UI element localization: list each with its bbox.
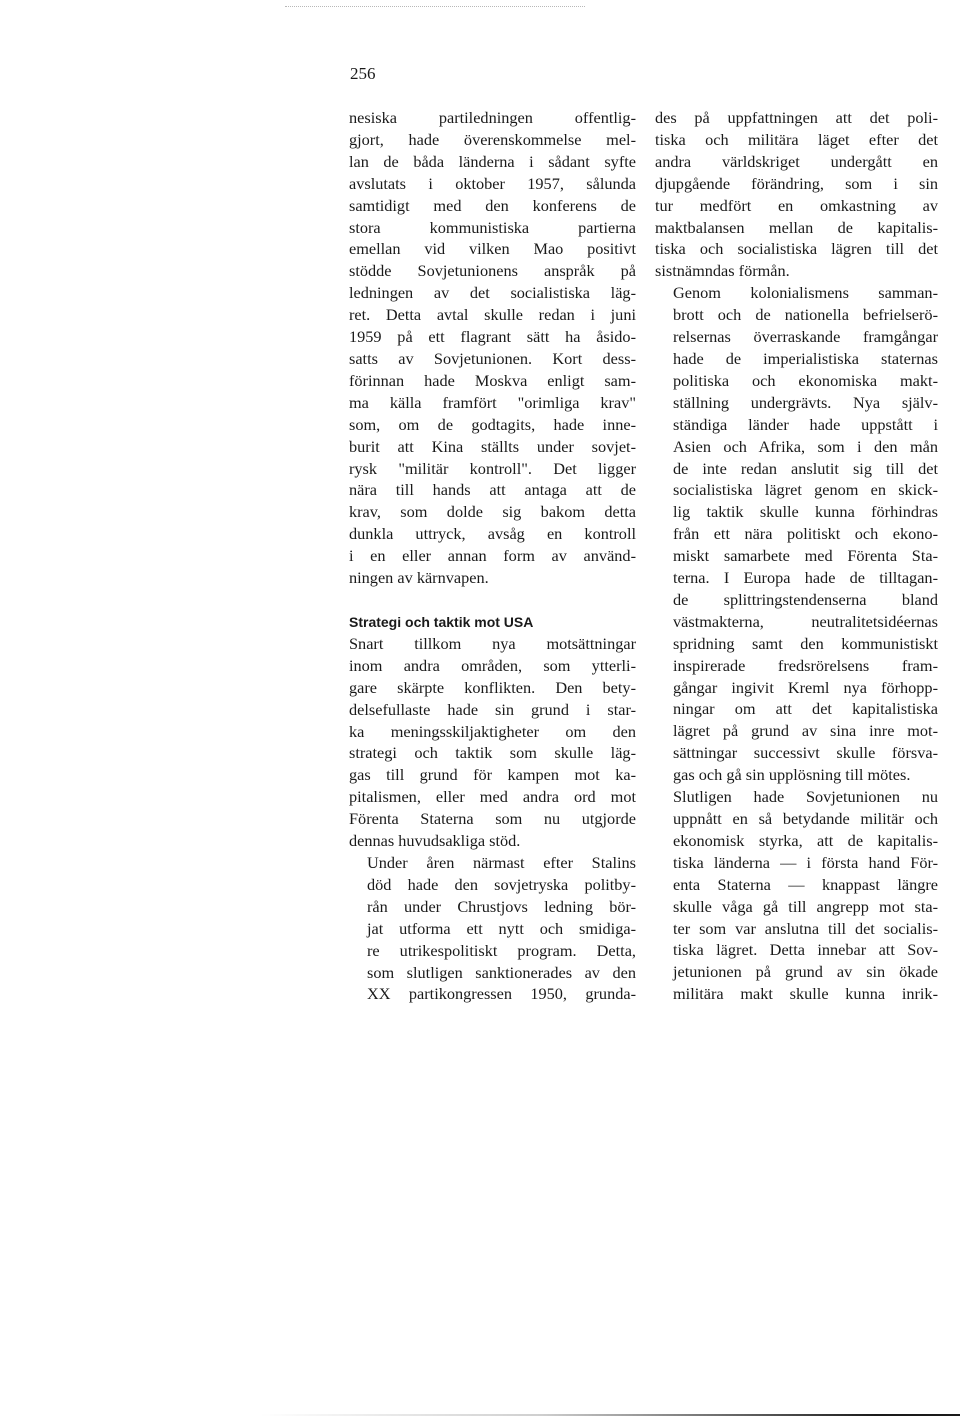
text-line: från ett nära politiskt och ekono-: [673, 524, 938, 544]
text-line: 1959 på ett flagrant sätt ha åsido-: [349, 327, 636, 347]
text-line: delsefullaste hade sin grund i star-: [349, 699, 636, 719]
text-line: förinnan hade Moskva enligt sam-: [349, 370, 636, 390]
text-line: västmakterna, neutralitetsidéernas: [673, 611, 938, 631]
text-line: nära till hands att antaga att de: [349, 480, 636, 500]
text-line: des på uppfattningen att det poli-: [655, 108, 938, 127]
text-line: Slutligen hade Sovjetunionen nu: [673, 787, 938, 807]
text-line: sistnämndas förmån.: [655, 261, 790, 281]
text-line: dennas huvudsakliga stöd.: [349, 831, 521, 851]
text-line: ret. Detta avtal skulle redan i juni: [349, 305, 636, 325]
text-line: jat utforma ett nytt och smidiga-: [367, 918, 636, 938]
text-line: spridning samt den kommunistiskt: [673, 633, 938, 653]
text-line: tiska och militära läget efter det: [655, 129, 938, 149]
text-line: tiska lägret. Detta innebar att Sov-: [673, 940, 938, 960]
text-line: tur medfört en omkastning av: [655, 195, 938, 215]
text-line: re utrikespolitiskt program. Detta,: [367, 940, 636, 960]
text-line: ständiga länder hade uppstått i: [673, 414, 938, 434]
text-line: relsernas överraskande framgångar: [673, 327, 938, 347]
text-line: ningen av kärnvapen.: [349, 568, 489, 588]
text-line: brott och de nationella befrielserö-: [673, 305, 938, 325]
text-line: Asien och Afrika, som i den mån: [673, 436, 938, 456]
text-line: jetunionen på grund av sin ökade: [673, 962, 938, 982]
text-line: militära makt skulle kunna inrik-: [673, 984, 938, 1004]
text-line: gjort, hade överenskommelse mel-: [349, 129, 636, 149]
text-line: lägret på grund av sina inre mot-: [673, 721, 938, 741]
text-line: tiska och socialistiska lägren till det: [655, 239, 938, 259]
text-line: ledningen av det socialistiska läg-: [349, 283, 636, 303]
text-line: enta Staterna — knappast längre: [673, 874, 938, 894]
text-line: samtidigt med den konferens de: [349, 195, 636, 215]
left-text-column: [349, 107, 636, 1005]
text-line: andra världskriget undergått en: [655, 151, 938, 171]
body-paragraph: [655, 282, 938, 786]
text-line: gare skärpte konflikten. Den bety-: [349, 677, 636, 697]
text-line: gas och gå sin upplösning till mötes.: [673, 765, 911, 785]
text-line: ställning undergrävts. Nya själv-: [673, 392, 938, 412]
text-line: gas till grund för kampen mot ka-: [349, 765, 636, 785]
text-line: socialistiska lägret genom en skick-: [673, 480, 938, 500]
body-paragraph: [655, 786, 938, 1005]
text-line: terna. I Europa hade de tilltagan-: [673, 568, 938, 588]
text-line: krav, som dolde sig bakom detta: [349, 502, 636, 522]
text-line: Genom kolonialismens samman-: [673, 283, 938, 303]
text-line: skulle våga gå till angrepp mot sta-: [673, 896, 938, 916]
text-line: politiska och ekonomiska makt-: [673, 370, 938, 390]
text-line: hade de imperialistiska staternas: [673, 348, 938, 368]
text-line: ter som var anslutna till det socialis-: [673, 918, 938, 938]
text-line: stora kommunistiska partierna: [349, 217, 636, 237]
text-line: satts av Sovjetunionen. Kort dess-: [349, 348, 636, 368]
text-line: rysk "militär kontroll". Det ligger: [349, 458, 636, 478]
text-line: uppnått en så betydande militär och: [673, 809, 938, 828]
text-line: tiska länderna — i första hand För-: [673, 852, 938, 872]
text-line: i en eller annan form av använd-: [349, 546, 636, 566]
scan-top-rule: [285, 6, 585, 8]
text-line: som slutligen sanktionerades av den: [367, 962, 636, 982]
text-line: Snart tillkom nya motsättningar: [349, 633, 636, 653]
text-line: de inte redan anslutit sig till det: [673, 458, 938, 478]
text-line: stödde Sovjetunionens anspråk på: [349, 261, 636, 281]
text-line: emellan vid vilken Mao positivt: [349, 239, 636, 259]
body-paragraph: [655, 107, 938, 282]
text-line: lan de båda länderna i sådant syfte: [349, 151, 636, 171]
text-line: miskt samarbete med Förenta Sta-: [673, 546, 938, 566]
scan-bottom-rule: [260, 1414, 960, 1416]
text-line: burit att Kina ställts under sovjet-: [349, 436, 636, 456]
text-line: inspirerade fredsrörelsens fram-: [673, 655, 938, 675]
text-line: avslutats i oktober 1957, sålunda: [349, 173, 636, 193]
text-line: Förenta Staterna som nu utgjorde: [349, 809, 636, 829]
text-line: ningar om att det kapitalistiska: [673, 699, 938, 719]
text-line: strategi och taktik som skulle läg-: [349, 743, 636, 763]
text-line: som, om de godtagits, hade inne-: [349, 414, 636, 434]
section-heading: Strategi och taktik mot USA: [349, 613, 534, 630]
text-line: gångar ingivit Kreml nya förhopp-: [673, 677, 938, 697]
body-paragraph: [349, 633, 636, 852]
body-paragraph: [349, 107, 636, 589]
body-paragraph: [349, 852, 636, 1005]
right-text-column: [655, 107, 938, 1005]
text-line: ka meningsskiljaktigheter om den: [349, 721, 636, 741]
text-line: lig taktik skulle kunna förhindras: [673, 502, 938, 522]
text-line: nesiska partiledningen offentlig-: [349, 108, 636, 127]
text-line: död hade den sovjetryska politby-: [367, 874, 636, 894]
text-line: de splittringstendenserna bland: [673, 589, 938, 609]
text-line: inom andra områden, som ytterli-: [349, 655, 636, 675]
text-line: ekonomisk styrka, att de kapitalis-: [673, 830, 938, 850]
text-line: sättningar successivt skulle försva-: [673, 743, 938, 763]
page-number: 256: [350, 64, 376, 83]
text-line: XX partikongressen 1950, grunda-: [367, 984, 636, 1004]
text-line: dunkla uttryck, avsåg en kontroll: [349, 524, 636, 544]
text-line: maktbalansen mellan de kapitalis-: [655, 217, 938, 237]
text-line: pitalismen, eller med andra ord mot: [349, 787, 636, 807]
text-line: Under åren närmast efter Stalins: [367, 853, 636, 872]
text-line: rån under Chrustjovs ledning bör-: [367, 896, 636, 916]
text-line: ma källa framfört "orimliga krav": [349, 392, 636, 412]
text-line: djupgående förändring, som i sin: [655, 173, 938, 193]
